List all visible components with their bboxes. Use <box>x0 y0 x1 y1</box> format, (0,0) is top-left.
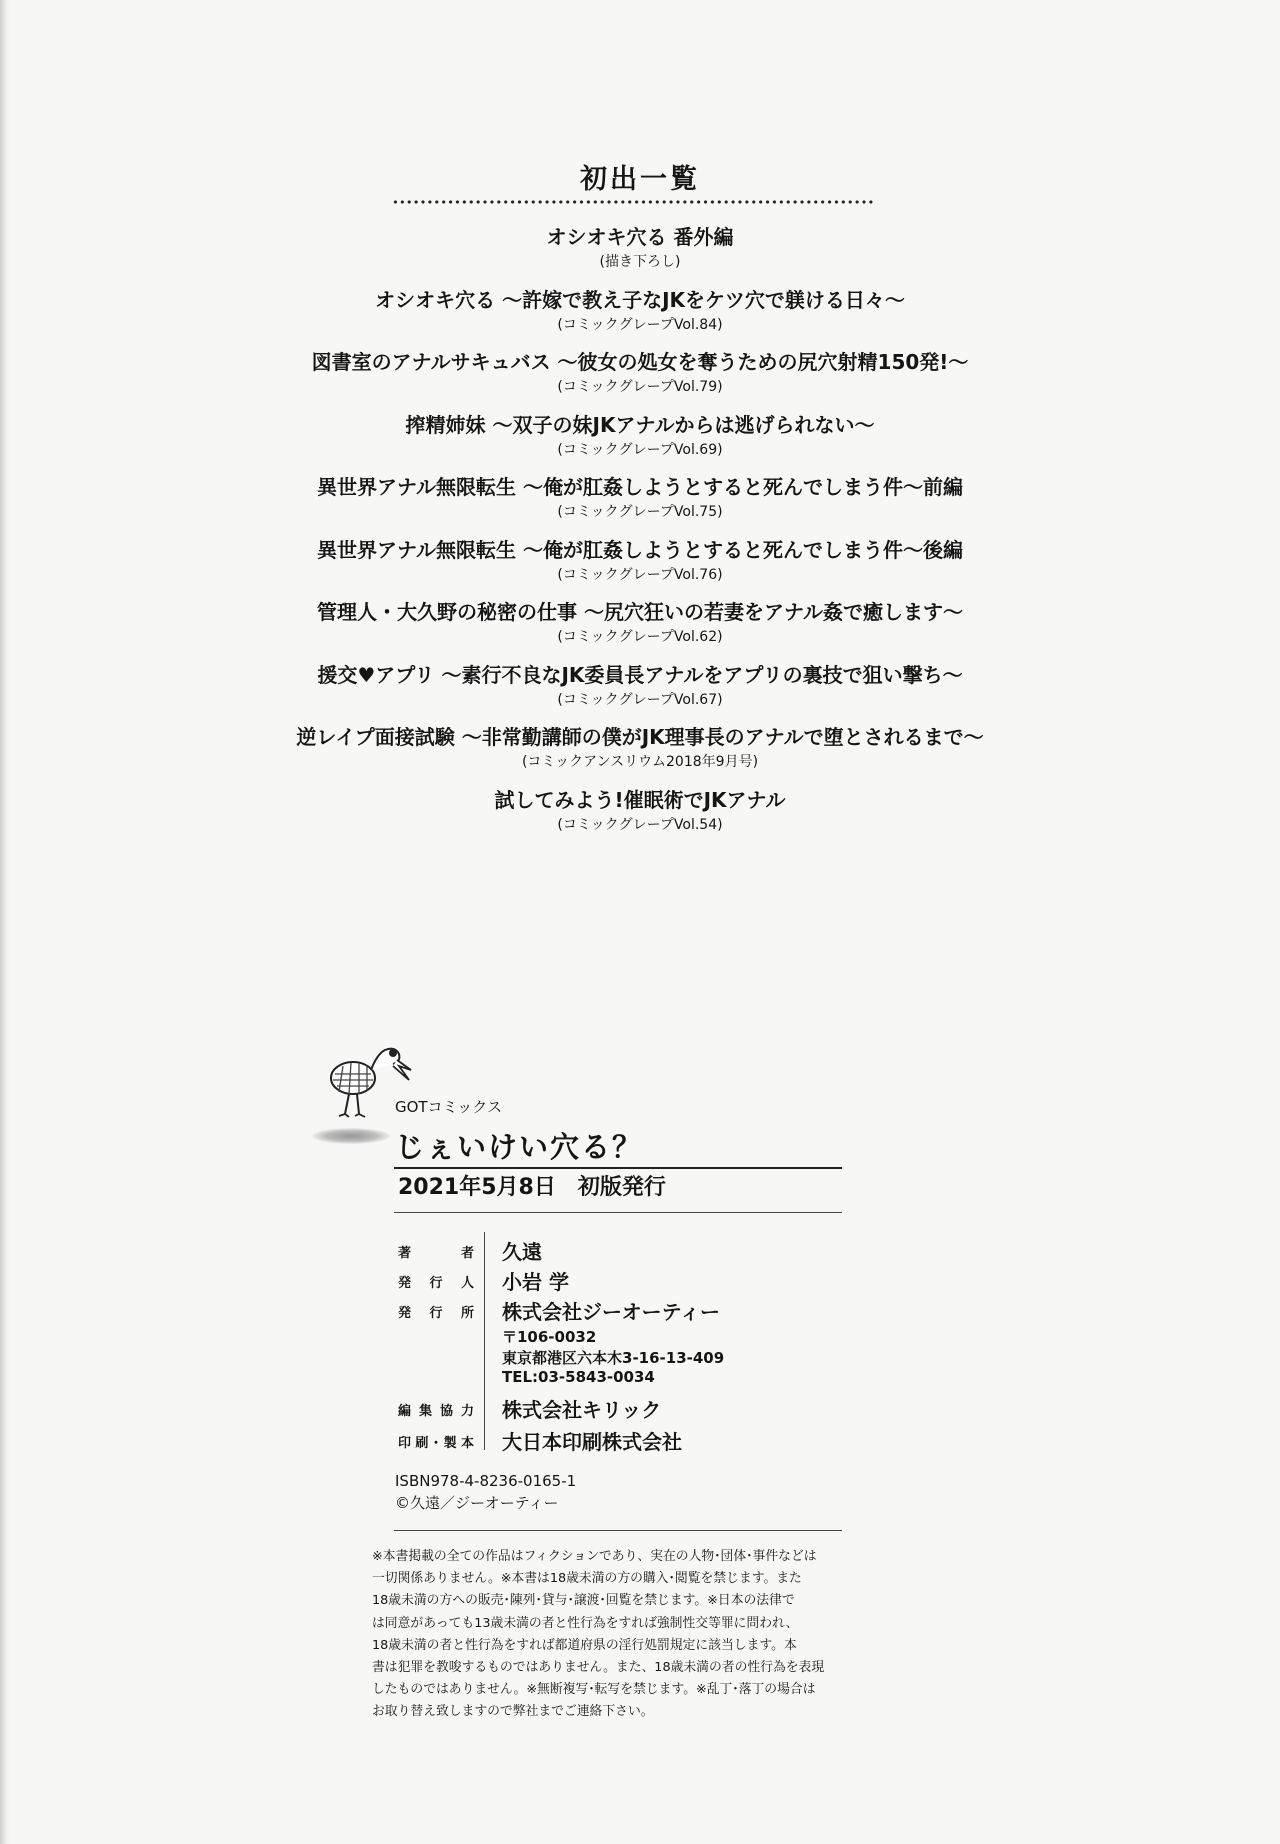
isbn: ISBN978-4-8236-0165-1 <box>395 1472 577 1490</box>
credit-value: 小岩 学 <box>502 1270 569 1294</box>
legal-notice <box>372 1546 882 1724</box>
entry-title: 搾精姉妹 ～双子の妹JKアナルからは逃げられない～ <box>405 412 875 437</box>
edition-label: 初版発行 <box>577 1175 666 1200</box>
entry-source: (コミックグレープVol.79) <box>557 379 723 395</box>
credit-key: 編集協力 <box>398 1404 474 1419</box>
mascot-shadow <box>312 1128 390 1144</box>
entry-title: 管理人・大久野の秘密の仕事 ～尻穴狂いの若妻をアナル姦で癒します～ <box>317 600 963 624</box>
postal-code: 〒106-0032 <box>502 1328 597 1346</box>
first-appearance-list <box>0 223 1280 848</box>
notice-line: 18歳未満の方への販売･陳列･貸与･譲渡･回覧を禁じます。※日本の法律で <box>372 1593 795 1609</box>
first-appearance-heading: 初出一覧 <box>580 164 700 195</box>
entry-source: (コミックグレープVol.84) <box>557 316 723 333</box>
entry-source: (コミックグレープVol.54) <box>557 816 723 833</box>
entry-source: (コミックグレープVol.62) <box>557 629 723 645</box>
copyright: ©久遠／ジーオーティー <box>395 1494 559 1512</box>
entry-title: オシオキ穴る 番外編 <box>546 225 734 249</box>
address: 東京都港区六本木3-16-13-409 <box>502 1349 725 1367</box>
list-item <box>0 473 1280 536</box>
list-item <box>0 411 1280 474</box>
entry-source: (コミックグレープVol.69) <box>557 441 723 458</box>
notice-line: 一切関係ありません。※本書は18歳未満の方の購入･閲覧を禁じます。また <box>372 1571 802 1587</box>
entry-source: (コミックアンスリウム2018年9月号) <box>521 754 759 770</box>
imprint-label: GOTコミックス <box>395 1098 503 1116</box>
isbn-block <box>395 1470 576 1514</box>
book-title: じぇいけい穴る？ <box>395 1130 644 1164</box>
list-item <box>0 348 1280 411</box>
notice-line: 18歳未満の者と性行為をすれば都道府県の淫行処罰規定に該当します。本 <box>372 1637 797 1653</box>
entry-title: オシオキ穴る ～許嫁で教え子なJKをケツ穴で躾ける日々～ <box>375 287 905 312</box>
entry-title: 逆レイプ面接試験 ～非常勤講師の僕がJK理事長のアナルで堕とされるまで～ <box>296 725 984 749</box>
publication-date: 2021年5月8日 <box>398 1175 556 1200</box>
entry-source: (コミックグレープVol.75) <box>557 504 723 520</box>
notice-line: 書は犯罪を教唆するものではありません。また、18歳未満の者の性行為を表現 <box>372 1660 825 1676</box>
list-item <box>0 786 1280 849</box>
date-rule <box>394 1212 842 1213</box>
credit-key: 発行人 <box>398 1276 474 1291</box>
list-item <box>0 598 1280 661</box>
credit-key: 印刷･製本 <box>398 1436 474 1451</box>
entry-title: 図書室のアナルサキュバス ～彼女の処女を奪うための尻穴射精150発!～ <box>311 350 969 374</box>
entry-source: (コミックグレープVol.76) <box>557 566 723 583</box>
notice-rule <box>394 1530 842 1531</box>
notice-line: お取り替え致しますので弊社までご連絡下さい。 <box>372 1704 654 1720</box>
credit-value: 久遠 <box>502 1240 542 1264</box>
credits-divider <box>484 1232 485 1450</box>
list-item <box>0 223 1280 286</box>
entry-source: (描き下ろし) <box>599 254 681 270</box>
notice-line: ※本書掲載の全ての作品はフィクションであり、実在の人物･団体･事件などは <box>372 1549 817 1564</box>
list-item <box>0 723 1280 786</box>
credit-value: 株式会社キリック <box>502 1398 662 1422</box>
credit-value: 大日本印刷株式会社 <box>502 1430 682 1454</box>
list-item <box>0 286 1280 349</box>
list-item <box>0 661 1280 724</box>
entry-title: 異世界アナル無限転生 ～俺が肛姦しようとすると死んでしまう件～前編 <box>317 475 963 499</box>
credit-value: 株式会社ジーオーティー <box>502 1300 720 1324</box>
publication-date-line <box>398 1170 688 1201</box>
credit-key: 発行所 <box>398 1306 474 1321</box>
dotted-divider <box>392 199 875 205</box>
entry-source: (コミックグレープVol.67) <box>557 691 723 708</box>
list-item <box>0 536 1280 599</box>
entry-title: 試してみよう!催眠術でJKアナル <box>494 787 786 812</box>
title-rule <box>394 1167 842 1169</box>
notice-line: したものではありません。※無断複写･転写を禁じます。※乱丁･落丁の場合は <box>372 1682 816 1698</box>
credit-key: 著者 <box>398 1246 474 1261</box>
notice-line: は同意があっても13歳未満の者と性行為をすれば強制性交等罪に問われ、 <box>372 1615 799 1631</box>
entry-title: 異世界アナル無限転生 ～俺が肛姦しようとすると死んでしまう件～後編 <box>317 537 963 562</box>
entry-title: 援交♥アプリ ～素行不良なJK委員長アナルをアプリの裏技で狙い撃ち～ <box>317 662 963 687</box>
telephone: TEL:03-5843-0034 <box>502 1368 655 1386</box>
